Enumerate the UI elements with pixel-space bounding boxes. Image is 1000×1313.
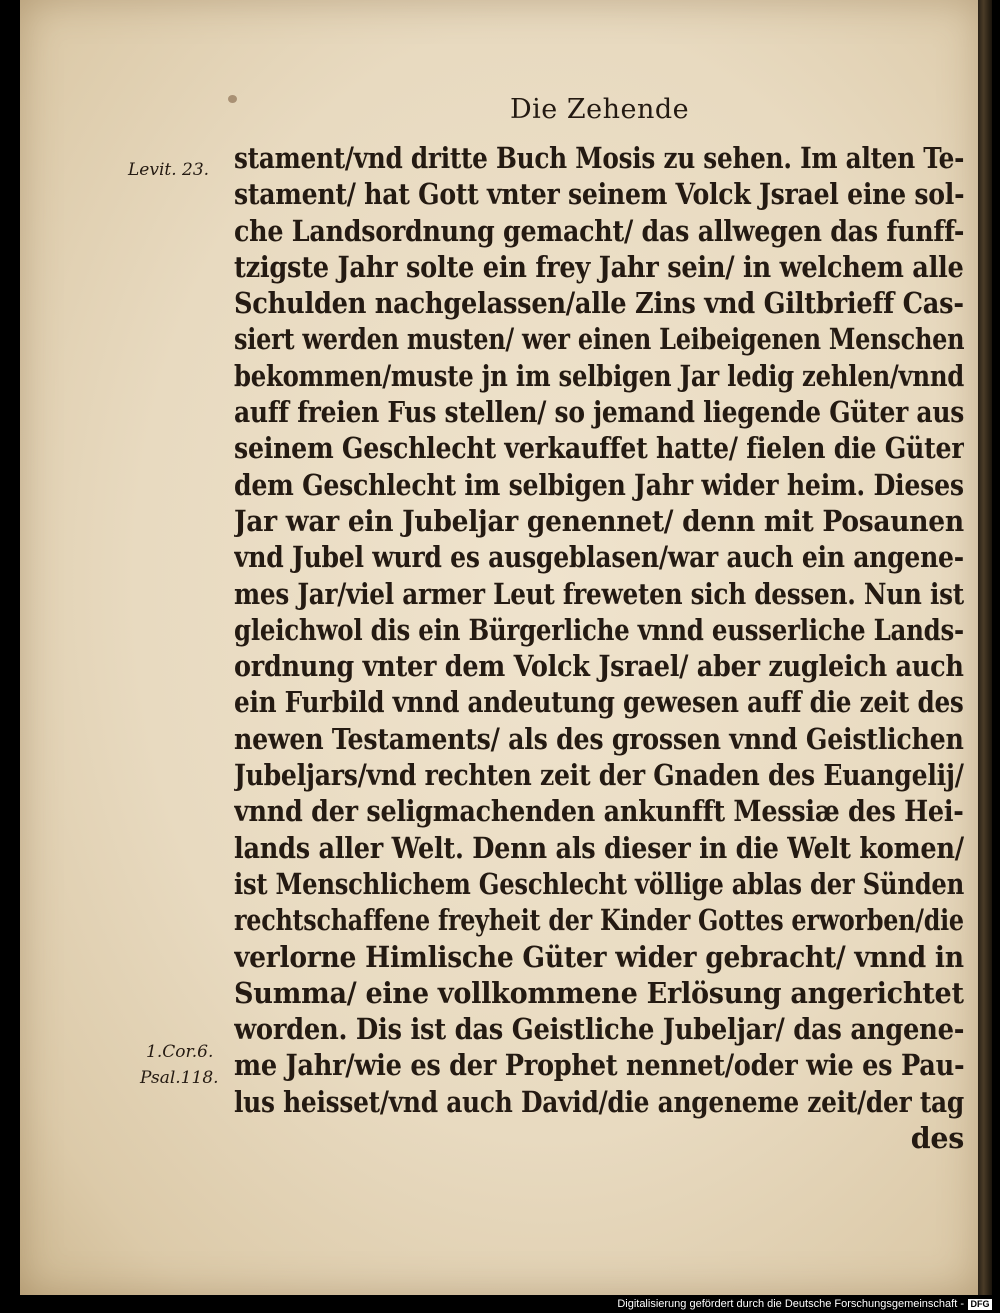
text-line: Jubeljars/vnd rechten zeit der Gnaden des Euangelij/ [234, 758, 964, 793]
text-line: lands aller Welt. Denn als dieser in die Welt komen/ [234, 830, 964, 865]
text-line: worden. Dis ist das Geistliche Jubeljar/ das angene- [234, 1012, 964, 1047]
text-line: stament/ hat Gott vnter seinem Volck Jsrael eine sol- [234, 177, 964, 212]
text-line: che Landsordnung gemacht/ das allwegen das funff- [234, 213, 964, 248]
text-line: verlorne Himlische Güter wider gebracht/ vnnd in [234, 939, 964, 974]
text-line: me Jahr/wie es der Prophet nennet/oder wie es Pau- [234, 1048, 964, 1083]
text-line: ist Menschlichem Geschlecht völlige ablas der Sünden [234, 866, 964, 901]
dfg-logo-icon: DFG [968, 1299, 992, 1310]
text-line: siert werden musten/ wer einen Leibeigenen Menschen [234, 322, 964, 357]
page-edge [978, 0, 992, 1295]
text-line: Schulden nachgelassen/alle Zins vnd Giltbrieff Cas- [234, 286, 964, 321]
catchword: des [910, 1121, 964, 1156]
text-line: auff freien Fus stellen/ so jemand liegende Güter aus [234, 395, 964, 430]
text-line: newen Testaments/ als des grossen vnnd Geistlichen [234, 721, 964, 756]
text-line: rechtschaffene freyheit der Kinder Gottes erworben/die [234, 903, 964, 938]
margin-note-psal: Psal.118. [140, 1068, 219, 1088]
text-line: seinem Geschlecht verkauffet hatte/ fielen die Güter [234, 431, 964, 466]
text-line: tzigste Jahr solte ein frey Jahr sein/ in welchem alle [234, 249, 964, 284]
text-line: vnnd der seligmachenden ankunfft Messiæ des Hei- [234, 794, 964, 829]
text-line: bekommen/muste jn im selbigen Jar ledig zehlen/vnnd [234, 358, 964, 393]
text-line: vnd Jubel wurd es ausgeblasen/war auch ein angene- [234, 540, 964, 575]
text-line: ordnung vnter dem Volck Jsrael/ aber zugleich auch [234, 649, 964, 684]
text-line: stament/vnd dritte Buch Mosis zu sehen. Im alten Te- [234, 141, 964, 175]
ink-spot [228, 95, 237, 103]
text-line: lus heisset/vnd auch David/die angeneme zeit/der tag [234, 1084, 964, 1119]
text-line: mes Jar/viel armer Leut freweten sich dessen. Nun ist [234, 576, 964, 611]
margin-note-cor: 1.Cor.6. [146, 1042, 214, 1062]
text-line: gleichwol dis ein Bürgerliche vnnd eusserliche Lands- [234, 612, 964, 647]
funding-credit: Digitalisierung gefördert durch die Deutsche Forschungsgemeinschaft - [617, 1298, 964, 1310]
text-line: dem Geschlecht im selbigen Jahr wider heim. Dieses [234, 467, 964, 502]
body-text [234, 140, 964, 1156]
margin-note-levit: Levit. 23. [128, 160, 210, 180]
text-line: Summa/ eine vollkommene Erlösung angerichtet [234, 975, 964, 1010]
text-line: Jar war ein Jubeljar genennet/ denn mit Posaunen [234, 503, 964, 538]
text-line: ein Furbild vnnd andeutung gewesen auff die zeit des [234, 685, 964, 720]
running-head: Die Zehende [510, 94, 690, 125]
